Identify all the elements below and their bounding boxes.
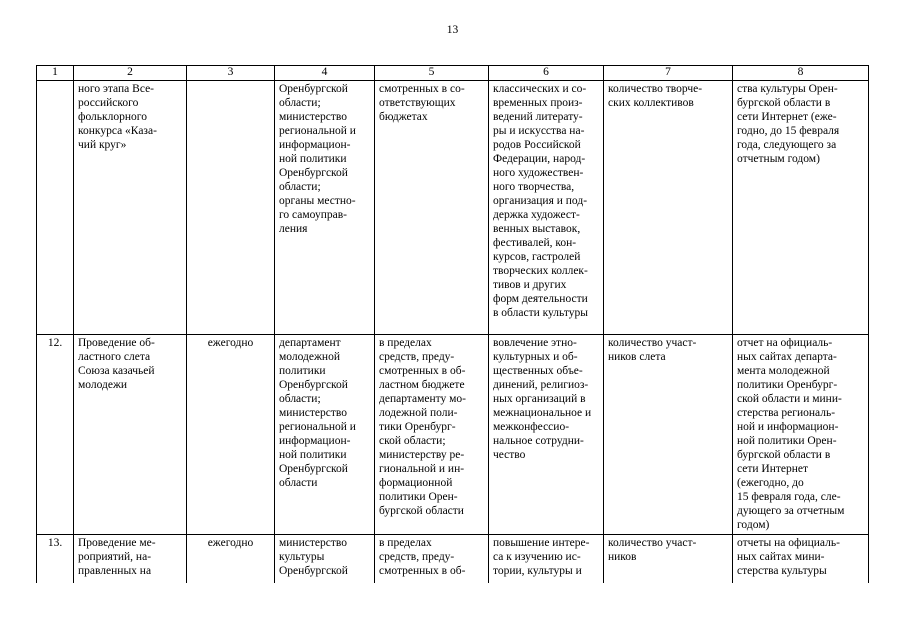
event-cell: Проведение ме- роприятий, на- правленных на xyxy=(74,535,187,584)
period-cell: ежегодно xyxy=(187,535,275,584)
reporting-cell: ства культуры Орен- бургской области в сети Интернет (еже- годно, до 15 февраля года, следующего за отчетным годом) xyxy=(733,81,869,335)
period-cell xyxy=(187,81,275,335)
period-cell: ежегодно xyxy=(187,335,275,535)
row-number: 12. xyxy=(37,335,74,535)
header-col-8: 8 xyxy=(733,66,869,81)
executors-cell: Оренбургской области; министерство региональной и информацион- ной политики Оренбургской области; органы местно- го самоуправ- ления xyxy=(275,81,375,335)
reporting-cell: отчеты на официаль- ных сайтах мини- стерства культуры xyxy=(733,535,869,584)
results-cell: классических и со- временных произ- ведений литерату- ры и искусства на- родов Российской Федерации, народ- ного художествен- ного творчества, организация и под- держка художест- венных выставок, фестивалей, кон- курсов, гастролей творческих коллек- тивов и других форм деятельности в области культуры xyxy=(489,81,604,335)
page-number: 13 xyxy=(446,24,459,36)
indicator-cell: количество творче- ских коллективов xyxy=(604,81,733,335)
indicator-cell: количество участ- ников xyxy=(604,535,733,584)
event-cell: ного этапа Все- российского фольклорного конкурса «Каза- чий круг» xyxy=(74,81,187,335)
funding-cell: в пределах средств, преду- смотренных в об- ластном бюджете департаменту мо- лодежной поли- тики Оренбург- ской области; министерству ре- гиональной и ин- формационной политики Орен- бургской области xyxy=(375,335,489,535)
header-col-3: 3 xyxy=(187,66,275,81)
event-cell: Проведение об- ластного слета Союза казачьей молодежи xyxy=(74,335,187,535)
table-row xyxy=(37,81,869,335)
executors-cell: министерство культуры Оренбургской xyxy=(275,535,375,584)
table-row xyxy=(37,535,869,584)
program-table xyxy=(36,65,869,583)
header-row xyxy=(37,66,869,81)
results-cell: повышение интере- са к изучению ис- тории, культуры и xyxy=(489,535,604,584)
header-col-5: 5 xyxy=(375,66,489,81)
table-row xyxy=(37,335,869,535)
funding-cell: в пределах средств, преду- смотренных в об- xyxy=(375,535,489,584)
results-cell: вовлечение этно- культурных и об- щественных объе- динений, религиоз- ных организаций в межнациональное и межконфессио- нальное сотрудни- чество xyxy=(489,335,604,535)
header-col-6: 6 xyxy=(489,66,604,81)
indicator-cell: количество участ- ников слета xyxy=(604,335,733,535)
row-number: 13. xyxy=(37,535,74,584)
header-col-4: 4 xyxy=(275,66,375,81)
header-col-2: 2 xyxy=(74,66,187,81)
funding-cell: смотренных в со- ответствующих бюджетах xyxy=(375,81,489,335)
header-col-1: 1 xyxy=(37,66,74,81)
row-number xyxy=(37,81,74,335)
executors-cell: департамент молодежной политики Оренбургской области; министерство региональной и информацион- ной политики Оренбургской области xyxy=(275,335,375,535)
reporting-cell: отчет на официаль- ных сайтах департа- мента молодежной политики Оренбург- ской области и мини- стерства региональ- ной и информацион- ной политики Орен- бургской области в сети Интернет (ежегодно, до 15 февраля года, сле- дующего за отчетным годом) xyxy=(733,335,869,535)
header-col-7: 7 xyxy=(604,66,733,81)
